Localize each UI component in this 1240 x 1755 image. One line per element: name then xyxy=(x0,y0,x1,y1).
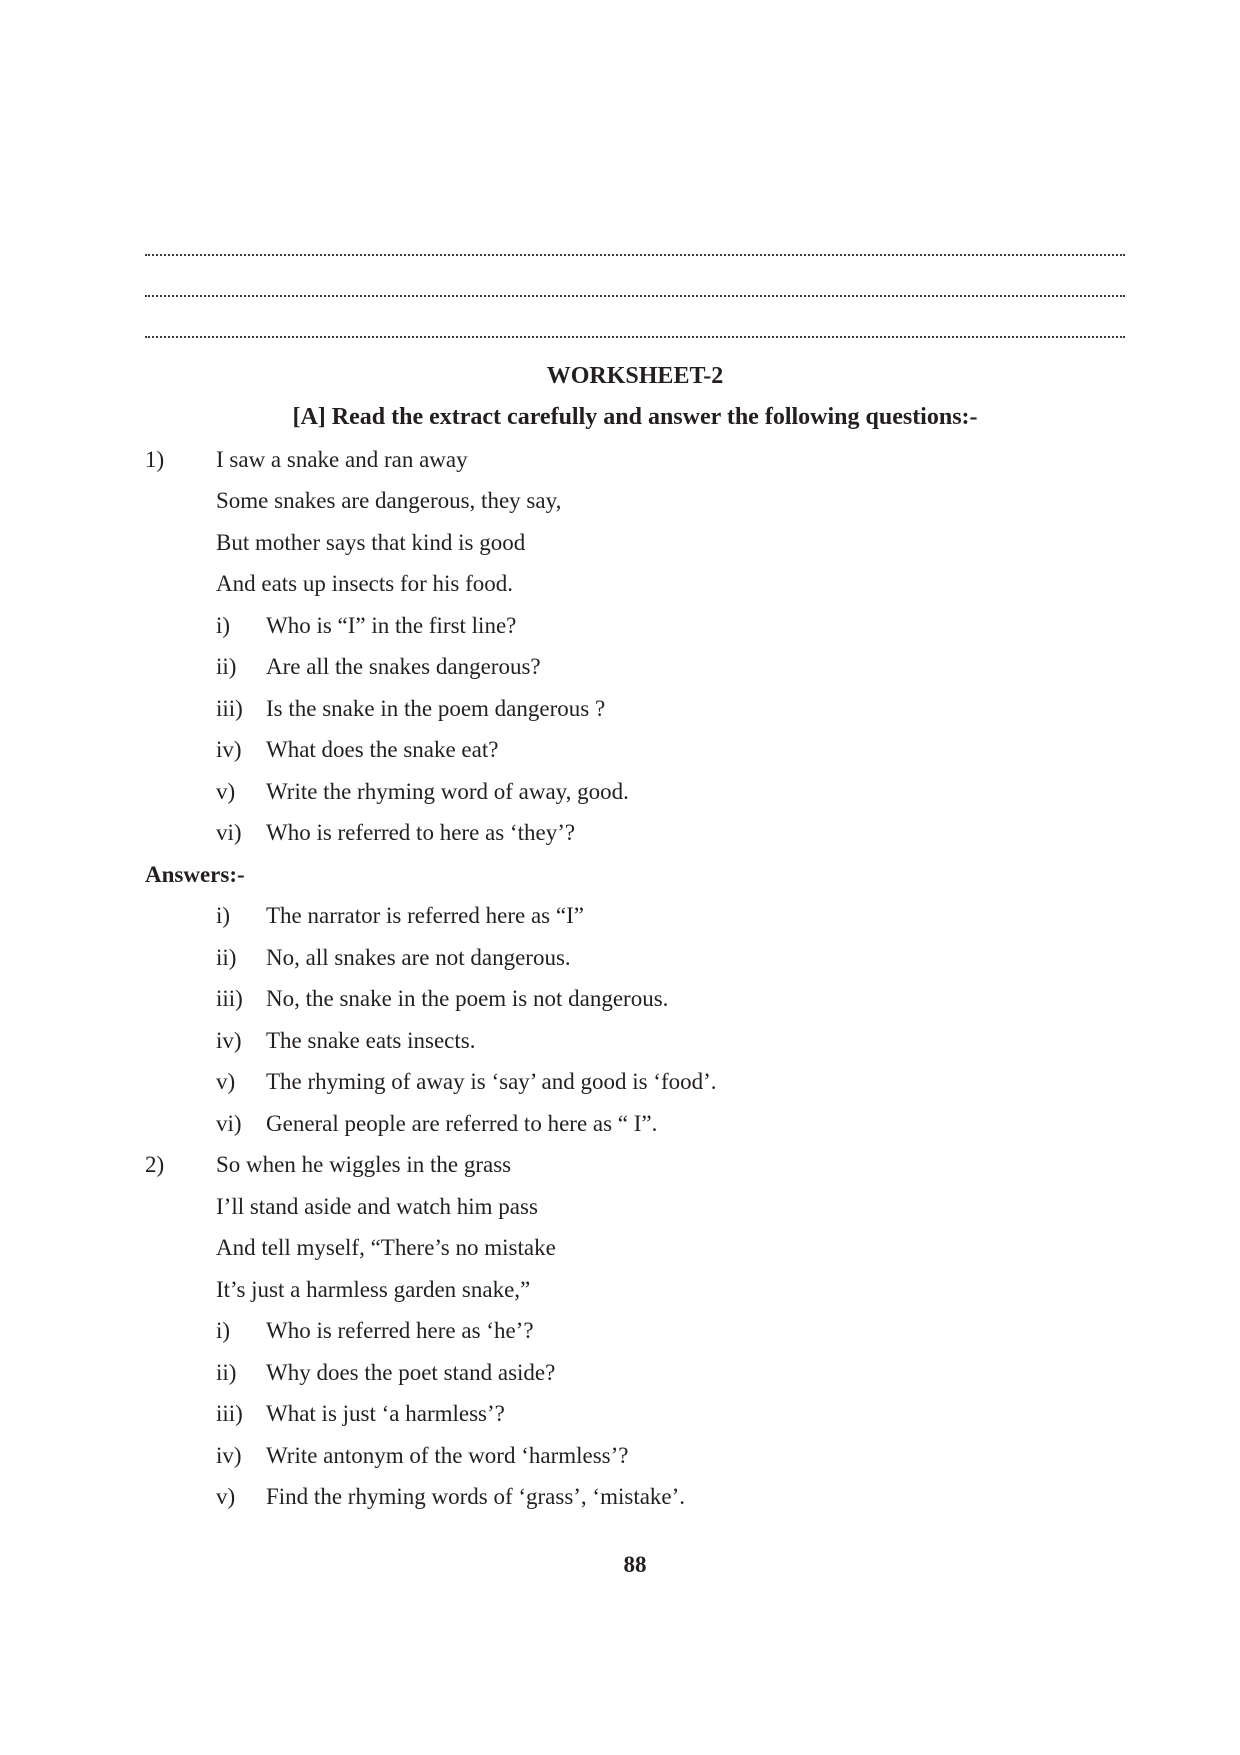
sub-question-text: What does the snake eat? xyxy=(266,737,499,762)
answer-dotted-line xyxy=(145,295,1125,297)
sub-question-text: Why does the poet stand aside? xyxy=(266,1360,556,1385)
answer-number: iii) xyxy=(216,986,243,1011)
sub-question-text: Who is referred to here as ‘they’? xyxy=(266,820,576,845)
sub-question-text: Write the rhyming word of away, good. xyxy=(266,779,629,804)
sub-question-text: What is just ‘a harmless’? xyxy=(266,1401,505,1426)
answer-number: i) xyxy=(216,903,231,928)
question-number: 1) xyxy=(145,447,165,472)
sub-question-number: v) xyxy=(216,1484,236,1509)
answer-number: vi) xyxy=(216,1111,242,1136)
answer-text: No, the snake in the poem is not dangerous. xyxy=(266,986,669,1011)
sub-question-number: iii) xyxy=(216,696,243,721)
sub-question-text: Find the rhyming words of ‘grass’, ‘mistake’. xyxy=(266,1484,686,1509)
sub-question-number: vi) xyxy=(216,820,242,845)
poem-line: And eats up insects for his food. xyxy=(216,571,514,596)
answer-dotted-line xyxy=(145,254,1125,256)
answer-text: General people are referred to here as “ I”. xyxy=(266,1111,658,1136)
poem-line: I’ll stand aside and watch him pass xyxy=(216,1194,538,1219)
answers-heading: Answers:- xyxy=(145,862,245,887)
question-number: 2) xyxy=(145,1152,165,1177)
worksheet-title: WORKSHEET-2 xyxy=(546,363,724,389)
answer-text: No, all snakes are not dangerous. xyxy=(266,945,571,970)
page-number: 88 xyxy=(623,1552,647,1577)
poem-line: It’s just a harmless garden snake,” xyxy=(216,1277,531,1302)
answer-number: iv) xyxy=(216,1028,242,1053)
answer-number: v) xyxy=(216,1069,236,1094)
sub-question-number: ii) xyxy=(216,654,237,679)
poem-line: Some snakes are dangerous, they say, xyxy=(216,488,562,513)
sub-question-text: Who is “I” in the first line? xyxy=(266,613,517,638)
answer-text: The narrator is referred here as “I” xyxy=(266,903,584,928)
sub-question-number: i) xyxy=(216,1318,231,1343)
poem-line: So when he wiggles in the grass xyxy=(216,1152,512,1177)
sub-question-number: ii) xyxy=(216,1360,237,1385)
answer-number: ii) xyxy=(216,945,237,970)
sub-question-number: i) xyxy=(216,613,231,638)
sub-question-text: Write antonym of the word ‘harmless’? xyxy=(266,1443,629,1468)
poem-line: And tell myself, “There’s no mistake xyxy=(216,1235,556,1260)
sub-question-number: iv) xyxy=(216,737,242,762)
poem-line: I saw a snake and ran away xyxy=(216,447,468,472)
sub-question-number: iv) xyxy=(216,1443,242,1468)
instruction-heading: [A] Read the extract carefully and answer the following questions:- xyxy=(292,404,978,430)
sub-question-number: iii) xyxy=(216,1401,243,1426)
answer-text: The snake eats insects. xyxy=(266,1028,476,1053)
sub-question-text: Who is referred here as ‘he’? xyxy=(266,1318,534,1343)
sub-question-text: Is the snake in the poem dangerous ? xyxy=(266,696,606,721)
sub-question-text: Are all the snakes dangerous? xyxy=(266,654,541,679)
answer-text: The rhyming of away is ‘say’ and good is ‘food’. xyxy=(266,1069,717,1094)
sub-question-number: v) xyxy=(216,779,236,804)
answer-dotted-line xyxy=(145,336,1125,338)
poem-line: But mother says that kind is good xyxy=(216,530,526,555)
